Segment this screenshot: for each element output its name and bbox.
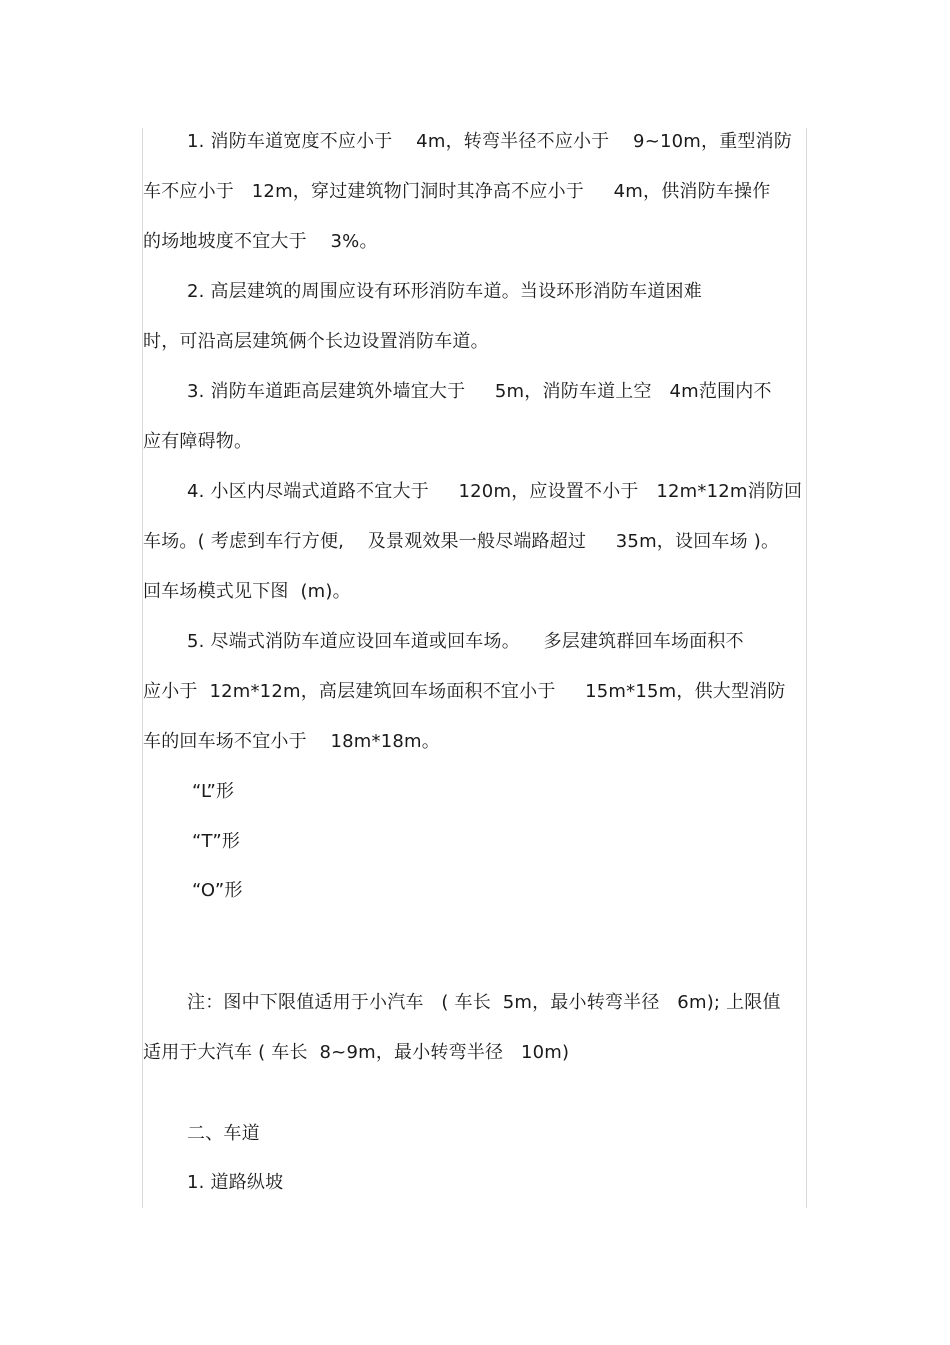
paragraph-3-line-2: 应有障碍物。 — [143, 431, 253, 452]
note-line-1: 注：图中下限值适用于小汽车 ( 车长 5m，最小转弯半径 6m); 上限值 — [187, 992, 781, 1013]
section-heading: 二、车道 — [187, 1123, 260, 1144]
margin-line-right — [806, 128, 807, 1208]
paragraph-4-line-3: 回车场模式见下图 (m)。 — [143, 581, 351, 602]
note-line-2: 适用于大汽车 ( 车长 8~9m，最小转弯半径 10m) — [143, 1042, 570, 1063]
paragraph-1-line-1: 1. 消防车道宽度不应小于 4m，转弯半径不应小于 9~10m，重型消防 — [187, 131, 793, 152]
paragraph-4-line-2: 车场。( 考虑到车行方便, 及景观效果一般尽端路超过 35m，设回车场 )。 — [143, 531, 780, 552]
shape-label-t: “T”形 — [192, 831, 241, 852]
subsection-heading: 1. 道路纵坡 — [187, 1172, 284, 1193]
paragraph-2-line-2: 时，可沿高层建筑俩个长边设置消防车道。 — [143, 331, 489, 352]
paragraph-1-line-3: 的场地坡度不宜大于 3%。 — [143, 231, 378, 252]
paragraph-5-line-3: 车的回车场不宜小于 18m*18m。 — [143, 731, 440, 752]
paragraph-4-line-1: 4. 小区内尽端式道路不宜大于 120m，应设置不小于 12m*12m消防回 — [187, 481, 803, 502]
paragraph-5-line-2: 应小于 12m*12m，高层建筑回车场面积不宜小于 15m*15m，供大型消防 — [143, 681, 786, 702]
paragraph-5-line-1: 5. 尽端式消防车道应设回车道或回车场。 多层建筑群回车场面积不 — [187, 631, 744, 652]
shape-label-o: “O”形 — [192, 880, 243, 901]
paragraph-1-line-2: 车不应小于 12m，穿过建筑物门洞时其净高不应小于 4m，供消防车操作 — [143, 181, 771, 202]
paragraph-2-line-1: 2. 高层建筑的周围应设有环形消防车道。当设环形消防车道困难 — [187, 281, 702, 302]
paragraph-3-line-1: 3. 消防车道距高层建筑外墙宜大于 5m，消防车道上空 4m范围内不 — [187, 381, 772, 402]
shape-label-l: “L”形 — [192, 781, 235, 802]
